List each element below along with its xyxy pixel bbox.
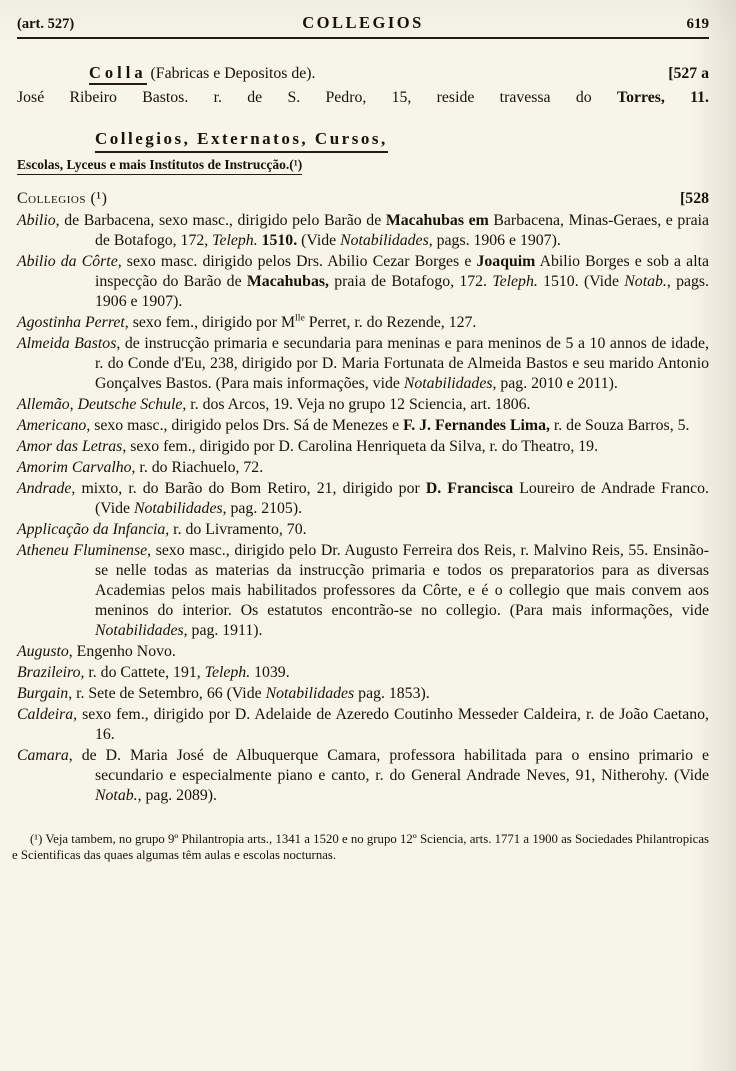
directory-entry	[17, 334, 709, 394]
colla-section	[17, 63, 709, 107]
entry-name: Brazileiro	[17, 664, 81, 681]
text-segment: , r. do Riachuelo, 72.	[131, 459, 264, 476]
colla-heading-group	[89, 63, 316, 83]
text-segment: , r. do Livramento, 70.	[165, 521, 307, 538]
entry-name: Burgain	[17, 685, 69, 702]
list-article-marker: [528	[680, 190, 709, 207]
entry-name: Americano	[17, 417, 87, 434]
collegios-section	[17, 129, 709, 806]
header-rule	[17, 37, 709, 39]
section-heading-row	[95, 129, 709, 153]
text-segment: , Engenho Novo.	[68, 643, 176, 660]
text-segment: (Vide	[297, 232, 341, 249]
text-segment: Deutsche Schule	[77, 396, 183, 413]
directory-entry	[17, 437, 709, 457]
entry-name: Allemão	[17, 396, 70, 413]
text-segment: Loureiro de Andrade Franco. (Vide	[95, 480, 709, 517]
directory-entry	[17, 520, 709, 540]
page-number: 619	[686, 16, 709, 32]
text-segment: praia de Botafogo, 172.	[328, 273, 493, 290]
directory-entry	[17, 313, 709, 333]
text-segment: Notabilidades	[340, 232, 429, 249]
directory-entry	[17, 416, 709, 436]
text-segment: , sexo masc., dirigido pelos Drs. Sá de Menezes e	[86, 417, 404, 434]
text-segment: , sexo masc. dirigido pelos Drs. Abilio Cezar Borges e	[117, 253, 477, 270]
colla-heading-row	[17, 63, 709, 83]
colla-entry	[17, 89, 709, 107]
section-subheading: Escolas, Lyceus e mais Institutos de Instrucção.(¹)	[17, 157, 302, 175]
entry-name: Caldeira	[17, 706, 74, 723]
entry-name: Agostinha Perret	[17, 314, 125, 331]
text-segment: D. Francisca	[425, 480, 514, 497]
text-segment: Barbacena, Minas-Geraes, e praia de Botafogo, 172,	[95, 212, 709, 249]
text-segment: , pag. 1911).	[183, 622, 263, 639]
directory-entry	[17, 211, 709, 251]
directory-entry	[17, 479, 709, 519]
colla-heading: Colla	[89, 63, 147, 85]
list-label: Collegios (¹)	[17, 190, 108, 207]
entry-name: Abilio da Côrte	[17, 253, 118, 270]
text-segment: 1039.	[250, 664, 290, 681]
entry-name: Atheneu Fluminense	[17, 542, 148, 559]
text-segment: , pag. 2010 e 2011).	[492, 375, 618, 392]
entry-name: Abilio	[17, 212, 56, 229]
text-segment: , sexo masc., dirigido pelo Dr. Augusto Ferreira dos Reis, r. Malvino Reis, 55. Ensinão-se nelle todas as materias da instrucção primaria e todos os preparatorios para as diversas Academias pelos mais habilitados professores da Côrte, e é o collegio que mais convem aos meninos do interior. Os estatutos encontrão-se no collegio. (Para mais informações, vide	[95, 542, 709, 619]
article-ref: (art. 527)	[17, 16, 75, 32]
text-segment: , pags. 1906 e 1907).	[95, 273, 709, 310]
directory-entry	[17, 252, 709, 312]
text-segment: Teleph.	[212, 232, 258, 249]
text-segment: Torres, 11.	[616, 89, 709, 106]
text-segment: Abilio Borges e sob a alta inspecção do Barão de	[95, 253, 709, 290]
text-segment: , r. Sete de Setembro, 66 (Vide	[68, 685, 266, 702]
text-segment: , r. do Cattete, 191,	[80, 664, 205, 681]
entry-name: Andrade	[17, 480, 72, 497]
text-segment: 1510. (Vide	[537, 273, 625, 290]
text-segment: Notabilidades	[95, 622, 184, 639]
text-segment: , mixto, r. do Barão do Bom Retiro, 21, dirigido por	[71, 480, 426, 497]
text-segment: , pag. 2089).	[137, 787, 217, 804]
directory-entry	[17, 395, 709, 415]
text-segment: Notabilidades	[265, 685, 355, 702]
entry-name: Almeida Bastos	[17, 335, 117, 352]
directory-entry	[17, 684, 709, 704]
page-footer	[12, 832, 709, 864]
entry-name: Applicação da Infancia	[17, 521, 166, 538]
directory-entry	[17, 458, 709, 478]
text-segment: Perret, r. do Rezende, 127.	[304, 314, 477, 331]
page-title: COLLEGIOS	[302, 13, 424, 32]
text-segment: ,	[69, 396, 78, 413]
text-segment: , r. dos Arcos, 19. Veja no grupo 12 Sciencia, art. 1806.	[182, 396, 531, 413]
directory-entry	[17, 663, 709, 683]
text-segment: Notabilidades	[133, 500, 223, 517]
directory-entry	[17, 746, 709, 806]
text-segment: Joaquim	[476, 253, 536, 270]
section-heading: Collegios, Externatos, Cursos,	[95, 129, 388, 153]
text-segment: , sexo fem., dirigido por D. Adelaide de Azeredo Coutinho Messeder Caldeira, r. de João Caetano, 16.	[73, 706, 709, 743]
text-segment: , de instrucção primaria e secundaria para meninas e para meninos de 5 a 10 annos de idade, r. do Conde d'Eu, 238, dirigido por D. Maria Fortunata de Almeida Bastos e seu marido Antonio Gonçalves Bastos. (Para mais informações, vide	[95, 335, 709, 392]
text-segment: r. de Souza Barros, 5.	[549, 417, 690, 434]
text-segment: , pag. 2105).	[222, 500, 303, 517]
entries-list	[17, 211, 709, 806]
text-segment: Macahubas em	[385, 212, 489, 229]
text-segment: , sexo fem., dirigido por D. Carolina Henriqueta da Silva, r. do Theatro, 19.	[122, 438, 599, 455]
text-segment: , pags. 1906 e 1907).	[428, 232, 561, 249]
text-segment: pag. 1853).	[354, 685, 430, 702]
colla-heading-note: (Fabricas e Depositos de).	[150, 65, 316, 82]
text-segment: , sexo fem., dirigido por M	[124, 314, 296, 331]
text-segment: 1510.	[261, 232, 298, 249]
text-segment: , de Barbacena, sexo masc., dirigido pelo Barão de	[55, 212, 386, 229]
list-header-row	[17, 190, 709, 208]
text-segment: Notabilidades	[403, 375, 493, 392]
directory-entry	[17, 642, 709, 662]
colla-article-marker: [527 a	[668, 65, 709, 82]
entry-name: Amor das Letras	[17, 438, 123, 455]
section-subheading-row	[17, 156, 709, 175]
text-segment: Teleph.	[204, 664, 251, 681]
text-segment: Teleph.	[492, 273, 538, 290]
entry-name: Camara	[17, 747, 69, 764]
entry-name: Augusto	[17, 643, 69, 660]
directory-entry	[17, 705, 709, 745]
text-segment: lle	[295, 312, 305, 324]
directory-entry	[17, 541, 709, 641]
footnote: (¹) Veja tambem, no grupo 9º Philantropia arts., 1341 a 1520 e no grupo 12º Sciencia, arts. 1771 a 1900 as Sociedades Philantropicas e Scientificas das quaes algumas têm aulas e escolas nocturnas.	[12, 832, 709, 862]
entry-name: Amorim Carvalho	[17, 459, 132, 476]
text-segment: José Ribeiro Bastos. r. de S. Pedro, 15, reside travessa do	[17, 89, 617, 106]
text-segment: , de D. Maria José de Albuquerque Camara, professora habilitada para o ensino primario e secundario e especialmente piano e canto, r. do General Andrade Neves, 91, Nitherohy. (Vide	[68, 747, 709, 784]
text-segment: Notab.	[624, 273, 667, 290]
text-segment: F. J. Fernandes Lima,	[403, 417, 550, 434]
text-segment: Macahubas,	[246, 273, 329, 290]
page-header	[17, 13, 709, 33]
text-segment: Notab.	[95, 787, 138, 804]
